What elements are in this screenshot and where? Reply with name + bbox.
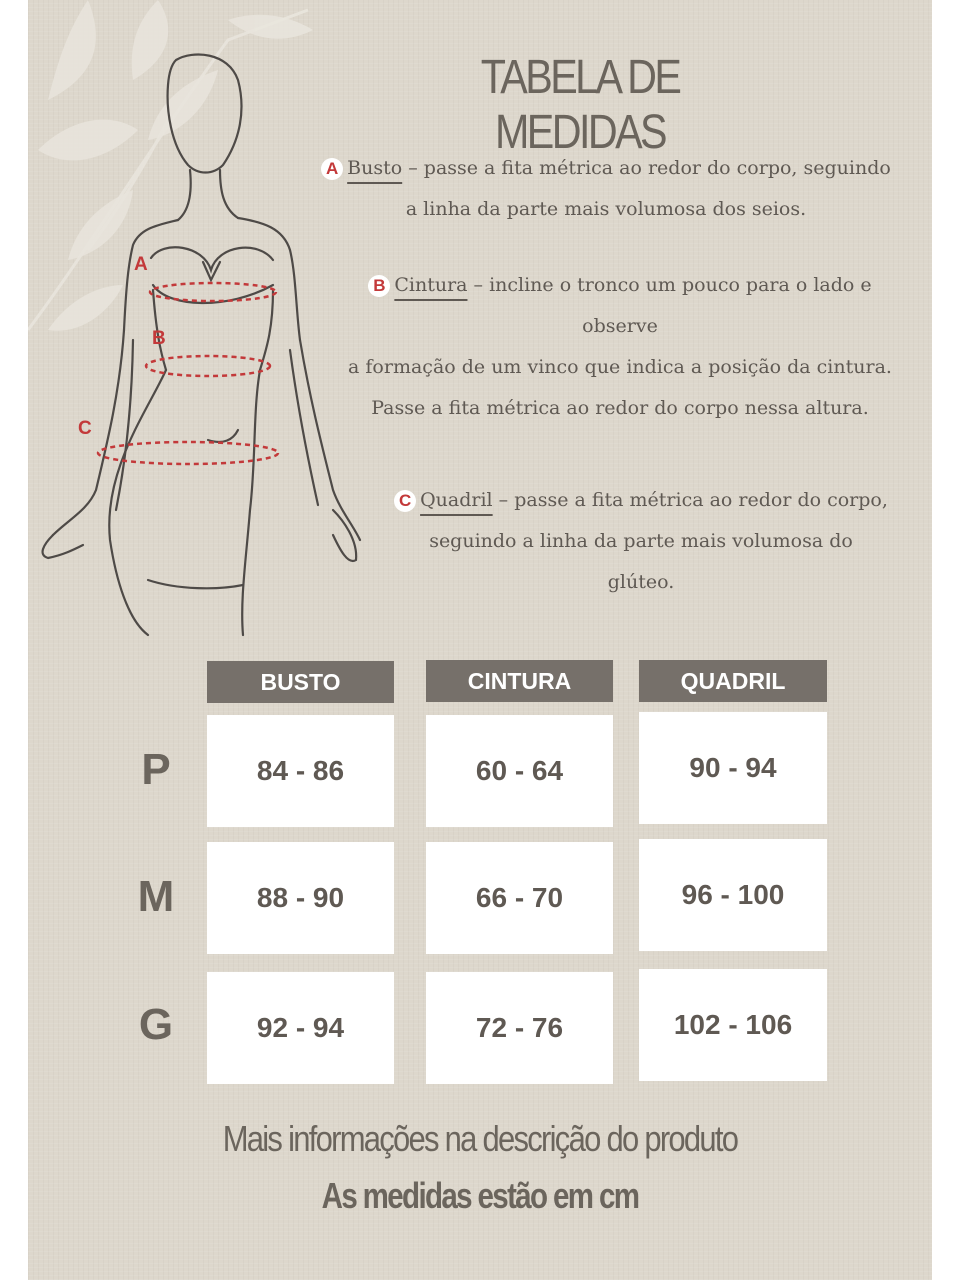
size-label-m: M <box>137 872 175 921</box>
term-hip: Quadril <box>420 489 493 511</box>
instruction-text: seguindo a linha da parte mais volumosa do <box>429 530 853 552</box>
instruction-bust-line-1 <box>276 148 932 189</box>
table-cell: 88 - 90 <box>207 842 394 954</box>
table-cell: 72 - 76 <box>426 972 613 1084</box>
size-label-p: P <box>141 745 171 794</box>
badge-a: A <box>321 158 343 180</box>
table-cell: 96 - 100 <box>639 839 827 951</box>
figure-marker-b: B <box>152 328 166 349</box>
table-cell: 84 - 86 <box>207 715 394 827</box>
figure-marker-c: C <box>78 418 92 439</box>
instruction-hip <box>346 480 932 603</box>
figure-marker-a: A <box>134 254 148 275</box>
size-chart-page <box>28 0 932 1280</box>
instruction-bust <box>276 148 932 230</box>
column-header-hip: QUADRIL <box>639 660 827 702</box>
badge-b: B <box>368 275 390 297</box>
badge-c: C <box>394 490 416 512</box>
term-waist: Cintura <box>394 274 468 296</box>
footer-units: As medidas estão em cm <box>321 1175 639 1216</box>
footer-info: Mais informações na descrição do produto <box>222 1118 738 1159</box>
column-header-bust: BUSTO <box>207 661 394 703</box>
term-bust: Busto <box>347 157 403 179</box>
instruction-text: a linha da parte mais volumosa dos seios. <box>405 198 807 220</box>
instruction-waist-line-1 <box>320 265 920 306</box>
table-cell: 102 - 106 <box>639 969 827 1081</box>
instruction-text: a formação de um vinco que indica a posição da cintura. <box>348 356 892 378</box>
instruction-hip-line-1 <box>346 480 932 521</box>
instruction-text: – passe a fita métrica ao redor do corpo, seguindo <box>402 157 891 179</box>
table-cell: 92 - 94 <box>207 972 394 1084</box>
table-cell: 90 - 94 <box>639 712 827 824</box>
column-header-waist: CINTURA <box>426 660 613 702</box>
instruction-text: – incline o tronco um pouco para o lado e <box>467 274 872 296</box>
instruction-text: Passe a fita métrica ao redor do corpo nessa altura. <box>371 397 869 419</box>
instruction-text: glúteo. <box>607 571 675 593</box>
table-cell: 66 - 70 <box>426 842 613 954</box>
page-title: TABELA DE MEDIDAS <box>480 51 680 159</box>
size-label-g: G <box>138 1000 174 1049</box>
instruction-text: observe <box>582 315 658 337</box>
table-cell: 60 - 64 <box>426 715 613 827</box>
instruction-waist <box>320 265 920 429</box>
instruction-text: – passe a fita métrica ao redor do corpo, <box>492 489 888 511</box>
